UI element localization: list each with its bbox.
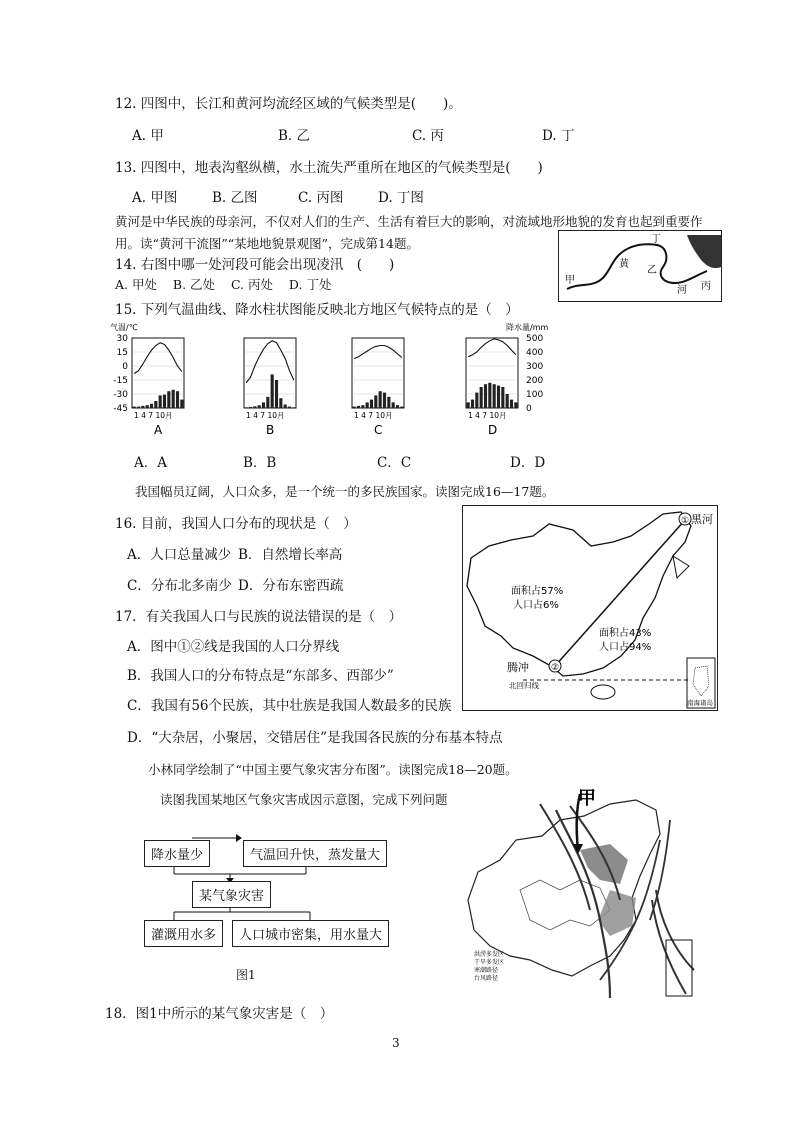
q16-stem: 16. 目前，我国人口分布的现状是（ ） xyxy=(115,516,357,532)
legend-cold-wave: 寒潮路径 xyxy=(474,967,499,974)
page-number: 3 xyxy=(392,1036,400,1050)
q14-options xyxy=(115,275,331,293)
precip-bar-C xyxy=(366,402,369,408)
precip-bar-D xyxy=(510,400,513,408)
precip-bar-A xyxy=(154,401,157,408)
q13-option-a: A. 甲图 xyxy=(132,190,178,206)
label-heihe: 黑河 xyxy=(691,513,713,526)
q16-option-d: D．分布东密西疏 xyxy=(238,578,344,594)
month-ticks-D: 1 4 7 10月 xyxy=(468,411,507,420)
passage-yellow-river-line2: 用。读“黄河干流图”“某地地貌景观图”，完成第14题。 xyxy=(115,236,419,251)
temp-curve-A xyxy=(134,343,182,374)
precip-bar-C xyxy=(370,400,373,408)
passage-disaster-map: 小林同学绘制了“中国主要气象灾害分布图”。读图完成18—20题。 xyxy=(148,762,518,777)
passage-population: 我国幅员辽阔，人口众多，是一个统一的多民族国家。读图完成16—17题。 xyxy=(135,484,555,499)
q17-option-b: B．我国人口的分布特点是“东部多、西部少” xyxy=(127,668,394,684)
precip-bar-A xyxy=(133,407,136,408)
precip-bar-B xyxy=(279,398,282,408)
precip-bar-D xyxy=(484,384,487,408)
precip-bar-B xyxy=(262,402,265,408)
flow-box-low-precip: 降水量少 xyxy=(144,840,210,867)
q17-stem: 17．有关我国人口与民族的说法错误的是（ ） xyxy=(115,609,403,625)
circle-two: ② xyxy=(551,663,560,673)
precip-bar-B xyxy=(271,374,274,408)
temp-tick-label: -15 xyxy=(113,376,128,386)
precip-bar-D xyxy=(506,394,509,408)
precip-bar-C xyxy=(392,402,395,408)
q12-option-c: C. 丙 xyxy=(412,128,444,144)
q15-option-a: A．A xyxy=(134,455,167,471)
q16-option-b: B．自然增长率高 xyxy=(238,547,343,563)
precip-bar-D xyxy=(514,402,517,408)
disaster-cause-diagram xyxy=(140,822,390,992)
precip-bar-C xyxy=(400,407,403,408)
legend-drought: 干旱多发区 xyxy=(474,959,505,966)
precip-bar-C xyxy=(387,397,390,408)
precip-axis-label: 降水量/mm xyxy=(506,323,548,332)
precip-bar-C xyxy=(353,407,356,408)
flow-box-irrigation: 灌溉用水多 xyxy=(144,920,223,947)
flow-box-high-evaporation: 气温回升快，蒸发量大 xyxy=(243,840,387,867)
q14-option-d: D. 丁处 xyxy=(288,277,332,292)
q16-option-a: A．人口总量减少 xyxy=(127,547,232,563)
q15-option-d: D．D xyxy=(510,455,546,471)
q15-option-b: B．B xyxy=(243,455,277,471)
legend-typhoon: 台风路径 xyxy=(474,975,499,982)
month-ticks-B: 1 4 7 10月 xyxy=(246,411,285,420)
river-label-jia: 甲 xyxy=(565,275,575,286)
precip-bar-D xyxy=(497,386,500,408)
q14-option-b: B. 乙处 xyxy=(172,277,216,292)
precip-bar-B xyxy=(288,407,291,408)
q14-option-a: A. 甲处 xyxy=(115,277,157,292)
precip-tick-label: 100 xyxy=(526,390,544,400)
temp-tick-label: -30 xyxy=(113,390,128,400)
precip-bar-B xyxy=(249,407,252,408)
q17-option-d: D．“大杂居，小聚居，交错居住”是我国各民族的分布基本特点 xyxy=(127,730,503,746)
precip-bar-B xyxy=(258,405,261,408)
precip-tick-label: 400 xyxy=(526,348,544,358)
precip-bar-C xyxy=(396,405,399,408)
q13-option-d: D. 丁图 xyxy=(378,190,424,206)
temp-tick-label: -45 xyxy=(113,404,128,414)
west-area-text: 面积占57% xyxy=(511,586,564,597)
q15-stem: 15. 下列气温曲线、降水柱状图能反映北方地区气候特点的是（ ） xyxy=(115,302,519,318)
precip-bar-D xyxy=(480,387,483,408)
passage-yellow-river-line1: 黄河是中华民族的母亲河，不仅对人们的生产、生活有着巨大的影响，对流域地形地貌的发育也起到重要作 xyxy=(115,214,703,229)
precip-tick-label: 500 xyxy=(526,334,544,344)
q12-option-b: B. 乙 xyxy=(278,128,311,144)
precip-bar-A xyxy=(159,395,162,408)
temp-curve-B xyxy=(246,341,294,383)
q15-option-c: C．C xyxy=(377,455,412,471)
q13-stem: 13. 四图中，地表沟壑纵横，水土流失严重所在地区的气候类型是( ) xyxy=(115,160,543,176)
precip-bar-D xyxy=(467,402,470,408)
temp-axis-label: 气温/℃ xyxy=(110,323,138,332)
precip-bar-B xyxy=(253,406,256,408)
legend-flood: 洪涝多发区 xyxy=(474,951,505,958)
label-tropic: 北回归线 xyxy=(509,681,539,690)
q17-option-c: C．我国有56个民族，其中壮族是我国人数最多的民族 xyxy=(127,698,452,714)
precip-bar-A xyxy=(180,400,183,408)
precip-bar-A xyxy=(172,390,175,408)
precip-bar-D xyxy=(493,384,496,408)
precip-bar-A xyxy=(176,391,179,408)
precip-bar-A xyxy=(141,406,144,408)
label-south-sea-islands: 南海诸岛 xyxy=(687,699,713,707)
temp-tick-label: 30 xyxy=(116,334,128,344)
precip-bar-B xyxy=(245,407,248,408)
precip-bar-C xyxy=(383,393,386,408)
q18-stem: 18．图1中所示的某气象灾害是（ ） xyxy=(105,1006,334,1022)
river-label-he: 河 xyxy=(677,285,687,296)
precip-bar-B xyxy=(292,407,295,408)
precip-tick-label: 0 xyxy=(526,404,532,414)
river-label-huang: 黄 xyxy=(619,259,629,270)
precip-tick-label: 300 xyxy=(526,362,544,372)
q16-option-c: C．分布北多南少 xyxy=(127,578,232,594)
chart-label-C: C xyxy=(374,423,383,437)
precip-tick-label: 200 xyxy=(526,376,544,386)
climate-charts xyxy=(108,318,548,443)
q12-option-d: D. 丁 xyxy=(542,128,575,144)
q13-option-b: B. 乙图 xyxy=(212,190,258,206)
precip-bar-C xyxy=(374,395,377,408)
precip-bar-A xyxy=(150,404,153,408)
precip-bar-A xyxy=(146,405,149,408)
month-ticks-C: 1 4 7 10月 xyxy=(354,411,393,420)
precip-bar-A xyxy=(163,395,166,408)
precip-bar-A xyxy=(167,391,170,408)
precip-bar-B xyxy=(275,380,278,408)
passage-disaster-cause: 读图我国某地区气象灾害成因示意图，完成下列问题 xyxy=(160,792,448,807)
river-label-ding: 丁 xyxy=(651,234,661,245)
east-area-text: 面积占43% xyxy=(599,628,652,639)
q17-option-a: A．图中①②线是我国的人口分界线 xyxy=(127,639,340,655)
q14-stem: 14. 右图中哪一处河段可能会出现凌汛 ( ) xyxy=(115,257,395,273)
river-label-bing: 丙 xyxy=(701,281,711,292)
q13-option-c: C. 丙图 xyxy=(298,190,344,206)
precip-bar-B xyxy=(266,397,269,408)
precip-bar-B xyxy=(284,405,287,409)
circle-one: ① xyxy=(681,516,690,526)
river-label-yi: 乙 xyxy=(647,265,657,276)
precip-bar-D xyxy=(471,400,474,408)
precip-bar-C xyxy=(357,406,360,408)
chart-frame-C xyxy=(352,338,404,408)
chart-label-D: D xyxy=(488,423,498,437)
temp-tick-label: 15 xyxy=(116,348,128,358)
month-ticks-A: 1 4 7 10月 xyxy=(134,411,173,420)
meteorological-disaster-map xyxy=(460,780,696,1002)
chart-label-A: A xyxy=(154,423,163,437)
q12-stem: 12. 四图中，长江和黄河均流经区域的气候类型是( )。 xyxy=(115,96,462,112)
q12-option-a: A. 甲 xyxy=(132,128,164,144)
figure-caption: 图1 xyxy=(236,968,256,982)
label-tengchong: 腾冲 xyxy=(507,661,529,674)
precip-bar-C xyxy=(361,405,364,408)
china-population-map xyxy=(462,505,718,711)
precip-bar-C xyxy=(379,391,382,408)
q14-option-c: C. 丙处 xyxy=(230,277,274,292)
flow-box-center-disaster: 某气象灾害 xyxy=(192,881,271,908)
map-label-jia: 甲 xyxy=(578,788,596,809)
chart-label-B: B xyxy=(266,423,275,437)
temp-tick-label: 0 xyxy=(122,362,128,372)
east-pop-text: 人口占94% xyxy=(599,642,652,653)
precip-bar-D xyxy=(488,383,491,408)
precip-bar-D xyxy=(475,393,478,408)
temp-curve-D xyxy=(468,339,516,357)
west-pop-text: 人口占6% xyxy=(513,600,559,611)
precip-bar-D xyxy=(501,387,504,408)
precip-bar-A xyxy=(137,407,140,408)
yellow-river-map xyxy=(558,230,722,302)
flow-box-urban-population: 人口城市密集，用水量大 xyxy=(232,920,389,947)
